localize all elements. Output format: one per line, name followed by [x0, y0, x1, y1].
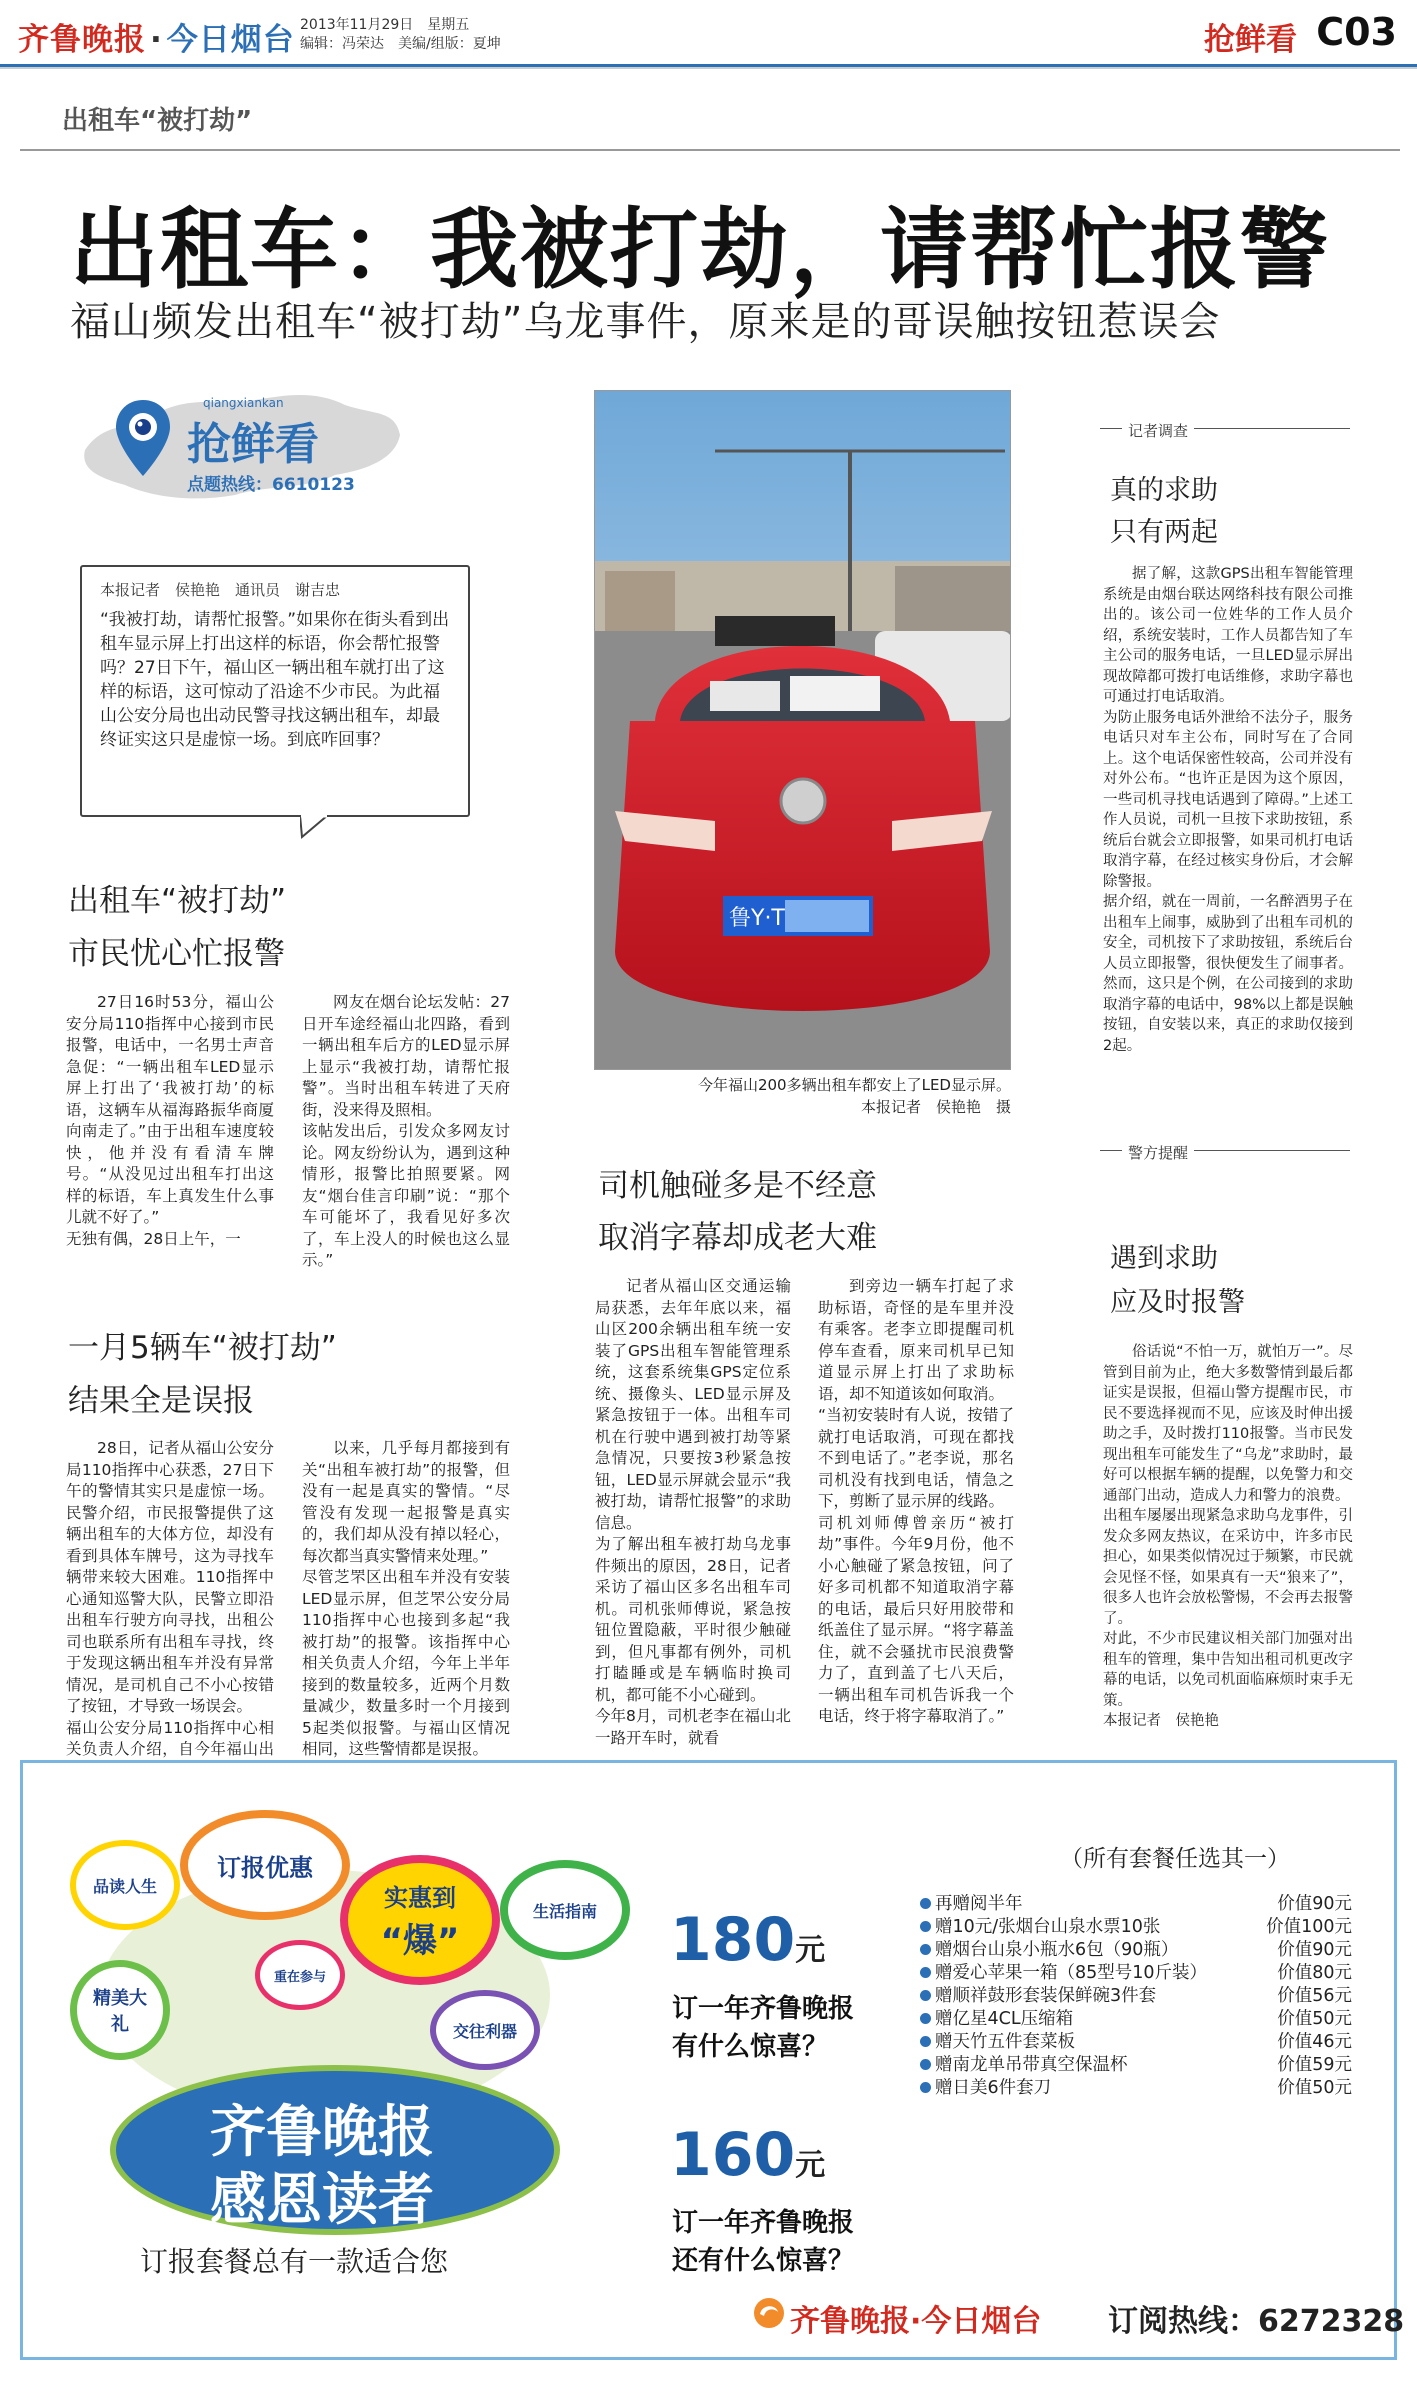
offer1-question: 订一年齐鲁晚报 有什么惊喜？	[672, 1994, 855, 2062]
speech-tail-icon	[300, 815, 330, 839]
bubble-discount: 订报优惠	[180, 1810, 350, 1920]
ad-title1: 齐鲁晚报	[210, 2100, 434, 2165]
sec2-col2: 以来，几乎每月都接到有关“出租车被打劫”的报警，但没有一起是真实的警情。“尽管没有发现一起报警是真实的，我们却从没有掉以轻心，每次都当真实警情来处理。” 尽管芝罘区出租车并没有安装LED显示屏，但芝罘公安分局110指挥中心也接到多起“我被打劫”的报警。该指挥中心相关负责人介绍，今年上半年接到的数量较多，近两个月数量减少，数量多时一个月接到5起类似报警。与福山区情况相同，这些警情都是误报。	[302, 1439, 510, 1758]
side1-kicker1: 真的求助	[1110, 475, 1218, 506]
sec3-col1: 记者从福山区交通运输局获悉，去年年底以来，福山区200余辆出租车统一安装了GPS出租车智能管理系统，这套系统集GPS定位系统、摄像头、LED显示屏及紧急按钮于一体。出租车司机在行驶中遇到被打劫等紧急情况，只要按3秒紧急按钮，LED显示屏就会显示“我被打劫，请帮忙报警”的求助信息。 为了解出租车被打劫乌龙事件频出的原因，28日，记者采访了福山区多名出租车司机。司机张师傅说，紧急按钮位置隐蔽，平时很少触碰到，但凡事都有例外，司机打瞌睡或是车辆临时换司机，都可能不小心碰到。 今年8月，司机老李在福山北一路开车时，就看	[595, 1277, 791, 1747]
sec1-kicker1: 出租车“被打劫”	[68, 883, 287, 919]
gift-item: 赠顺祥鼓形套装保鲜碗3件套 价值56元	[920, 1985, 1352, 2008]
gift-item: 赠亿星4CL压缩箱 价值50元	[920, 2008, 1352, 2031]
gift-item: 赠爱心苹果一箱（85型号10斤装） 价值80元	[920, 1962, 1352, 1985]
sec2-kicker2: 结果全是误报	[68, 1383, 254, 1419]
brand-logo: 齐鲁晚报 · 今日烟台	[18, 22, 295, 58]
gift-item: 赠日美6件套刀 价值50元	[920, 2077, 1352, 2100]
caption-line1: 今年福山200多辆出租车都安上了LED显示屏。	[697, 1076, 1011, 1094]
bullet-icon	[920, 2036, 931, 2047]
caption-line2: 本报记者 侯艳艳 摄	[860, 1098, 1011, 1116]
subheadline: 福山频发出租车“被打劫”乌龙事件，原来是的哥误触按钮惹误会	[70, 299, 1221, 345]
lead-box	[80, 565, 470, 817]
sec1-col2: 网友在烟台论坛发帖：27日开车途经福山北四路，看到一辆出租车后方的LED显示屏上显示“我被打劫，请帮忙报警”。当时出租车转进了天府街，没来得及照相。 该帖发出后，引发众多网友讨论。网友纷纷认为，遇到这种情形，报警比拍照要紧。网友“烟台佳言印刷”说：“那个车可能坏了，我看见好多次了，车上没人的时候也这么显示。”	[302, 993, 510, 1269]
bubble-social: 交往利器	[430, 1990, 540, 2070]
offer1-price: 180元	[670, 1905, 826, 1975]
qiangxiankan-logo	[75, 380, 415, 510]
red-taxi-image	[595, 391, 1011, 1070]
photo-caption	[594, 1074, 1011, 1118]
section-name: 抢鲜看	[1204, 22, 1297, 58]
bullet-icon	[920, 2013, 931, 2024]
headline: 出租车：我被打劫，请帮忙报警	[70, 198, 1331, 301]
ad-slogan: 订报套餐总有一款适合您	[140, 2245, 449, 2278]
side1-kicker2: 只有两起	[1110, 517, 1218, 548]
sec1-kicker2: 市民忧心忙报警	[68, 936, 285, 972]
gift-list	[920, 1893, 1352, 2100]
offer2-question: 订一年齐鲁晚报 还有什么惊喜？	[672, 2208, 855, 2276]
gift-item: 赠天竹五件套菜板 价值46元	[920, 2031, 1352, 2054]
logo-name: 抢鲜看	[187, 419, 319, 470]
bullet-icon	[920, 1967, 931, 1978]
bubble-reading: 品读人生	[70, 1840, 180, 1930]
sec3-kicker2: 取消字幕却成老大难	[598, 1220, 877, 1256]
masthead-subrule	[0, 67, 1417, 69]
gift-item: 赠烟台山泉小瓶水6包（90瓶） 价值90元	[920, 1939, 1352, 1962]
ad-choose-note: （所有套餐任选其一）	[1060, 1846, 1290, 1872]
column-tag: 出租车“被打劫”	[62, 106, 253, 136]
bullet-icon	[920, 1944, 931, 1955]
lead-byline: 本报记者 侯艳艳 通讯员 谢吉忠	[100, 581, 341, 599]
side2-text: 俗话说“不怕一万，就怕万一”。尽管到目前为止，绝大多数警情到最后都证实是误报，但福山警方提醒市民，市民不要选择视而不见，应该及时伸出援助之手，及时拨打110报警。当市民发现出租车可能发生了“乌龙”求助时，最好可以根据车辆的提醒，以免警力和交通部门出动，造成人力和警力的浪费。 出租车屡屡出现紧急求助乌龙事件，引发众多网友热议，在采访中，许多市民担心，如果类似情况过于频繁，市民就会见怪不怪，如果真有一天“狼来了”，很多人也许会放松警惕，不会再去报警了。 对此，不少市民建议相关部门加强对出租车的管理，集中告知出租司机更改字幕的电话，以免司机面临麻烦时束手无策。 本报记者 侯艳艳	[1103, 1344, 1353, 1729]
sec1-col1: 27日16时53分，福山公安分局110指挥中心接到市民报警，电话中，一名男士声音急促：“一辆出租车LED显示屏上打出了‘我被打劫’的标语，这辆车从福海路振华商厦向南走了。”由于出租车速度较快，他并没有看清车牌号。“从没见过出租车打出这样的标语，车上真发生什么事儿就不好了。” 无独有偶，28日上午，一	[66, 993, 274, 1248]
issue-date: 2013年11月29日 星期五	[300, 17, 470, 33]
footer-brand: 齐鲁晚报·今日烟台	[790, 2304, 1042, 2339]
gift-item: 赠10元/张烟台山泉水票10张 价值100元	[920, 1916, 1352, 1939]
page-number: C03	[1316, 10, 1397, 54]
side1-label: 记者调查	[1122, 420, 1194, 441]
gift-item: 赠南龙单吊带真空保温杯 价值59元	[920, 2054, 1352, 2077]
sec3-col2: 到旁边一辆车打起了求助标语，奇怪的是车里并没有乘客。老李立即提醒司机停车查看，原来司机早已知道显示屏上打出了求助标语，却不知道该如何取消。 “当初安装时有人说，按错了就打电话取消，可现在都找不到电话了。”老李说，那名司机没有找到电话，情急之下，剪断了显示屏的线路。 司机刘师傅曾亲历“被打劫”事件。今年9月份，他不小心触碰了紧急按钮，问了好多司机都不知道取消字幕的电话，最后只好用胶带和纸盖住了显示屏。“将字幕盖住，就不会骚扰市民浪费警力了，直到盖了七八天后，一辆出租车司机告诉我一个电话，终于将字幕取消了。”	[818, 1277, 1014, 1725]
location-pin-icon	[113, 398, 173, 478]
newspaper-swirl-icon	[752, 2296, 786, 2330]
side2-kicker2: 应及时报警	[1110, 1287, 1245, 1318]
bullet-icon	[920, 2059, 931, 2070]
lead-text: “我被打劫，请帮忙报警。”如果你在街头看到出租车显示屏上打出这样的标语，你会帮忙报警吗？27日下午，福山区一辆出租车就打出了这样的标语，这可惊动了沿途不少市民。为此福山公安分局也出动民警寻找这辆出租车，却最终证实这只是虚惊一场。到底咋回事？	[100, 610, 450, 750]
issue-info	[300, 16, 501, 54]
ad-bubble-cluster	[40, 1800, 640, 2280]
side2-label: 警方提醒	[1122, 1142, 1194, 1163]
bullet-icon	[920, 1898, 931, 1909]
side2-kicker1: 遇到求助	[1110, 1243, 1218, 1274]
side1-text: 据了解，这款GPS出租车智能管理系统是由烟台联达网络科技有限公司推出的。该公司一位姓华的工作人员介绍，系统安装时，工作人员都告知了车主公司的服务电话，一旦LED显示屏出现故障都可拨打电话维修，求助字幕也可通过打电话取消。 为防止服务电话外泄给不法分子，服务电话只对车主公布，同时写在了合同上。这个电话保密性较高，公司并没有对外公布。“也许正是因为这个原因，一些司机寻找电话遇到了障碍。”上述工作人员说，司机一旦按下求助按钮，系统后台就会立即报警，如果司机打电话取消字幕，在经过核实身份后，才会解除警报。 据介绍，就在一周前，一名醉酒男子在出租车上闹事，威胁到了出租车司机的安全，司机按下了求助按钮，系统后台人员立即报警，很快便发生了闹事者。然而，这只是个例，在公司接到的求助取消字幕的电话中，98%以上都是误触按钮，自安装以来，真正的求助仅接到2起。	[1103, 566, 1353, 1054]
license-plate-text: 鲁Y·T	[729, 906, 785, 931]
offer2-price: 160元	[670, 2120, 826, 2190]
column-divider	[20, 149, 1400, 151]
bubble-deal: 实惠到 “爆”	[340, 1855, 500, 1985]
taxi-photo	[594, 390, 1011, 1070]
footer-hotline: 订阅热线：6272328	[1108, 2304, 1405, 2339]
sec3-kicker1: 司机触碰多是不经意	[598, 1168, 877, 1204]
logo-hotline: 点题热线：6610123	[187, 475, 355, 495]
ad-title2: 感恩读者	[210, 2168, 434, 2233]
masthead	[0, 0, 1417, 64]
bubble-gift: 精美大礼	[70, 1960, 170, 2060]
sec2-kicker1: 一月5辆车“被打劫”	[68, 1330, 337, 1366]
bubble-participate: 重在参与	[255, 1940, 345, 2010]
bubble-life-guide: 生活指南	[500, 1860, 630, 1960]
bullet-icon	[920, 2082, 931, 2093]
bullet-icon	[920, 1990, 931, 2001]
gift-item: 再赠阅半年 价值90元	[920, 1893, 1352, 1916]
issue-editors: 编辑：冯荣达 美编/组版：夏坤	[300, 36, 501, 52]
sec2-col1: 28日，记者从福山公安分局110指挥中心获悉，27日下午的警情其实只是虚惊一场。民警介绍，市民报警提供了这辆出租车的大体方位，却没有看到具体车牌号，这为寻找车辆带来较大困难。110指挥中心通知巡警大队，民警立即沿出租车行驶方向寻找，出租公司也联系所有出租车寻找，终于发现这辆出租车并没有异常情况，是司机自己不小心按错了按钮，才导致一场误会。 福山公安分局110指挥中心相关负责人介绍，自今年福山出	[66, 1439, 274, 1758]
logo-pinyin: qiangxiankan	[203, 396, 284, 410]
bullet-icon	[920, 1921, 931, 1932]
